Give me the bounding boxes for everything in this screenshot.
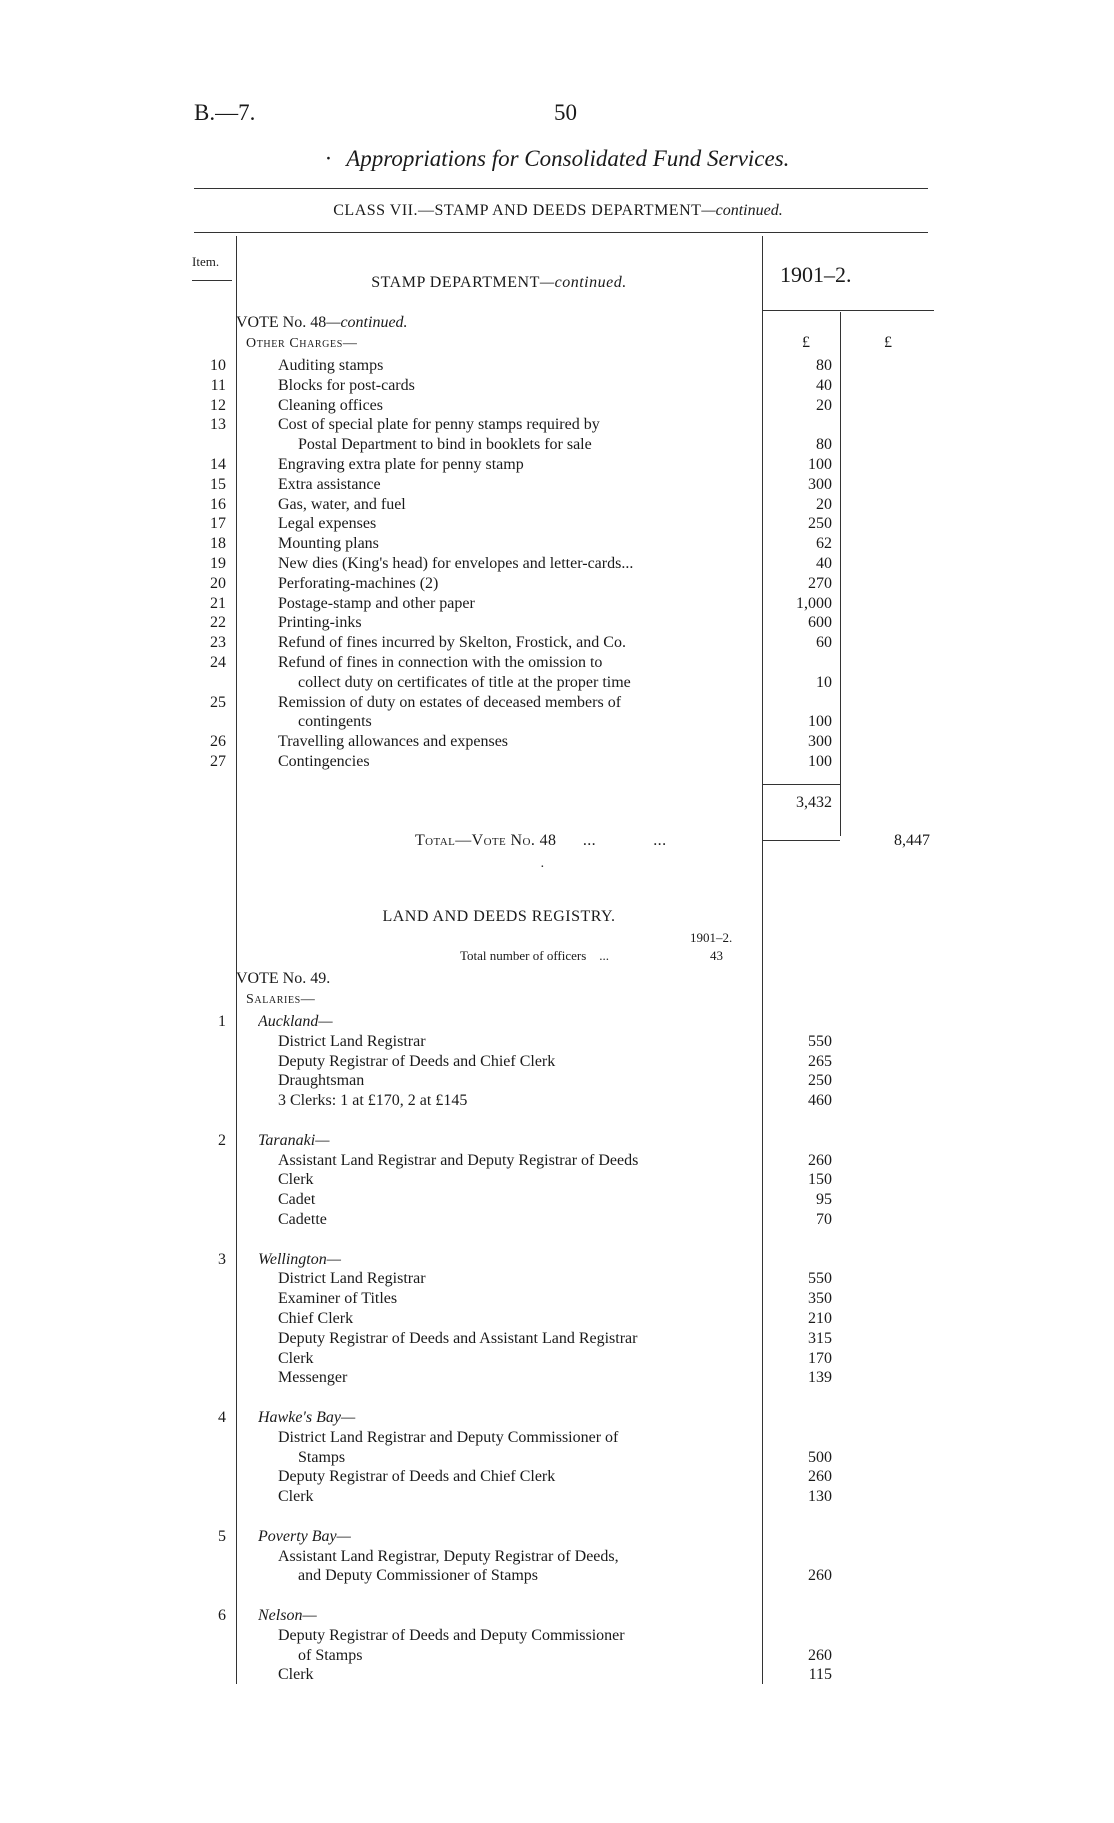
item-amount: 600: [808, 614, 832, 632]
item-description: Clerk: [278, 1171, 314, 1189]
subtotal-rule: [762, 784, 840, 785]
item-amount: 20: [816, 495, 832, 513]
item-description: Refund of fines in connection with the omission to: [278, 654, 603, 671]
vote-49-heading: VOTE No. 49.: [236, 970, 331, 987]
item-description: Deputy Registrar of Deeds and Chief Clerk: [278, 1052, 556, 1070]
stamp-charge-row: [0, 594, 1114, 614]
item-description: Assistant Land Registrar and Deputy Registrar of Deeds: [278, 1151, 639, 1169]
title-bullet: ·: [324, 146, 333, 171]
item-description: Cost of special plate for penny stamps required by: [278, 416, 600, 434]
item-amount: 80: [816, 436, 832, 454]
land-salary-row: [0, 1131, 1114, 1151]
land-salary-row: [0, 1665, 1114, 1685]
item-amount: 100: [808, 753, 832, 770]
item-amount: 550: [808, 1032, 832, 1050]
stamp-charge-row: [0, 435, 1114, 455]
stray-mark: ·: [540, 860, 545, 875]
land-salary-row: [0, 1151, 1114, 1171]
officers-year: 1901–2.: [690, 930, 733, 945]
item-amount: 500: [808, 1448, 832, 1466]
item-description: New dies (King's head) for envelopes and letter-cards...: [278, 555, 634, 572]
land-salary-row: [0, 1428, 1114, 1448]
district-heading: Nelson—: [258, 1607, 317, 1624]
stamp-section-text: STAMP DEPARTMENT: [371, 274, 540, 291]
item-description: and Deputy Commissioner of Stamps: [298, 1567, 538, 1585]
item-amount: 260: [808, 1646, 832, 1664]
stamp-charge-row: [0, 633, 1114, 653]
item-number: 14: [210, 456, 226, 473]
item-description: Gas, water, and fuel: [278, 495, 406, 513]
item-description: Legal expenses: [278, 515, 377, 533]
land-salary-row: [0, 1289, 1114, 1309]
officers-leader-dots: ...: [586, 948, 610, 963]
land-salary-row: [0, 1250, 1114, 1270]
stamp-charge-row: [0, 495, 1114, 515]
land-salary-row: [0, 1566, 1114, 1586]
land-salary-row: [0, 1032, 1114, 1052]
officers-count: 43: [710, 948, 723, 963]
item-column-header: Item.: [192, 254, 220, 269]
land-salary-row: [0, 1269, 1114, 1289]
stamp-charge-row: [0, 415, 1114, 435]
item-amount: 70: [816, 1211, 832, 1228]
item-number: 2: [218, 1131, 226, 1149]
stamp-charge-row: [0, 653, 1114, 673]
item-description: Remission of duty on estates of deceased members of: [278, 693, 622, 711]
officers-label-text: Total number of officers: [460, 948, 587, 963]
item-number: 4: [218, 1409, 226, 1426]
item-number: 11: [210, 376, 226, 394]
stamp-charge-row: [0, 554, 1114, 574]
item-number: 10: [210, 357, 226, 374]
land-salary-row: [0, 1329, 1114, 1349]
item-description: collect duty on certificates of title at the proper time: [298, 673, 631, 691]
item-number: 18: [210, 535, 226, 553]
item-description: of Stamps: [298, 1646, 363, 1664]
item-description: Auditing stamps: [278, 357, 384, 374]
item-amount: 210: [808, 1310, 832, 1327]
item-description: Clerk: [278, 1666, 314, 1684]
land-salary-row: [0, 1349, 1114, 1369]
item-description: Extra assistance: [278, 475, 381, 493]
item-amount: 270: [808, 574, 832, 592]
item-number: 22: [210, 614, 226, 632]
page-title: [0, 146, 1114, 172]
item-description: Deputy Registrar of Deeds and Assistant Land Registrar: [278, 1329, 638, 1347]
item-description: Postage-stamp and other paper: [278, 594, 475, 612]
item-amount: 150: [808, 1171, 832, 1189]
item-amount: 80: [816, 357, 832, 374]
stamp-section-heading: [236, 274, 762, 292]
vote-48-heading: [236, 314, 408, 332]
item-number: 23: [210, 634, 226, 652]
class-title-suffix: —continued.: [701, 202, 783, 219]
year-header: 1901–2.: [780, 262, 852, 287]
district-heading: Wellington—: [258, 1250, 341, 1268]
item-amount: 62: [816, 535, 832, 553]
land-salary-row: [0, 1547, 1114, 1567]
item-number: 24: [210, 654, 226, 671]
vote-48-total-label: [415, 832, 666, 850]
item-description: Travelling allowances and expenses: [278, 733, 509, 751]
item-number: 5: [218, 1527, 226, 1545]
item-amount: 550: [808, 1270, 832, 1288]
total-leader-dots: ... ...: [556, 832, 667, 849]
land-salary-row: [0, 1190, 1114, 1210]
stamp-charge-row: [0, 752, 1114, 772]
item-amount: 100: [808, 713, 832, 731]
item-amount: 315: [808, 1329, 832, 1347]
item-number: 13: [210, 416, 226, 434]
stamp-charge-row: [0, 732, 1114, 752]
land-salary-row: [0, 1487, 1114, 1507]
item-description: Deputy Registrar of Deeds and Chief Clerk: [278, 1468, 556, 1486]
stamp-charge-row: [0, 712, 1114, 732]
item-header-rule: [192, 280, 232, 281]
item-description: Messenger: [278, 1369, 348, 1387]
class-title: [194, 202, 922, 220]
item-amount: 260: [808, 1151, 832, 1169]
land-salary-row: [0, 1606, 1114, 1626]
land-salary-row: [0, 1626, 1114, 1646]
item-description: Engraving extra plate for penny stamp: [278, 456, 524, 473]
land-salary-row: [0, 1170, 1114, 1190]
land-salary-row: [0, 1309, 1114, 1329]
land-salary-row: [0, 1012, 1114, 1032]
item-number: 1: [218, 1013, 226, 1030]
item-description: Draughtsman: [278, 1072, 365, 1090]
item-description: Refund of fines incurred by Skelton, Frostick, and Co.: [278, 634, 626, 652]
district-heading: Auckland—: [258, 1013, 333, 1030]
document-reference: B.—7.: [194, 100, 256, 125]
item-amount: 100: [808, 456, 832, 473]
vote-48-total-text: Total—Vote No. 48: [415, 832, 557, 849]
title-rule: [194, 188, 928, 189]
land-salary-row: [0, 1467, 1114, 1487]
item-number: 21: [210, 594, 226, 612]
item-amount: 170: [808, 1349, 832, 1367]
stamp-charge-row: [0, 693, 1114, 713]
item-amount: 40: [816, 376, 832, 394]
item-description: District Land Registrar: [278, 1032, 426, 1050]
item-description: Perforating-machines (2): [278, 574, 439, 592]
item-amount: 300: [808, 733, 832, 751]
item-description: Mounting plans: [278, 535, 379, 553]
officers-label: [460, 948, 609, 964]
item-number: 3: [218, 1250, 226, 1268]
vote-48-suffix: —continued.: [326, 314, 408, 331]
item-description: contingents: [298, 713, 372, 731]
item-description: District Land Registrar and Deputy Commissioner of: [278, 1428, 619, 1446]
stamp-charge-row: [0, 613, 1114, 633]
stamp-charge-row: [0, 376, 1114, 396]
land-salary-row: [0, 1052, 1114, 1072]
item-number: 12: [210, 396, 226, 414]
stamp-charge-row: [0, 534, 1114, 554]
stamp-charge-row: [0, 356, 1114, 376]
item-description: Printing-inks: [278, 614, 362, 632]
item-description: Examiner of Titles: [278, 1290, 398, 1308]
class-title-text: CLASS VII.—STAMP AND DEEDS DEPARTMENT: [333, 202, 702, 219]
item-amount: 260: [808, 1567, 832, 1585]
stamp-charge-row: [0, 455, 1114, 475]
item-description: 3 Clerks: 1 at £170, 2 at £145: [278, 1092, 468, 1110]
item-amount: 1,000: [796, 594, 832, 612]
item-number: 19: [210, 555, 226, 572]
item-number: 6: [218, 1607, 226, 1624]
item-amount: 250: [808, 1072, 832, 1090]
vote-48-text: VOTE No. 48: [236, 314, 327, 331]
item-description: Postal Department to bind in booklets for sale: [298, 436, 592, 454]
item-description: Deputy Registrar of Deeds and Deputy Commissioner: [278, 1626, 625, 1644]
item-number: 27: [210, 753, 226, 770]
land-salary-row: [0, 1368, 1114, 1388]
district-heading: Hawke's Bay—: [258, 1409, 356, 1426]
item-description: District Land Registrar: [278, 1270, 426, 1288]
page-number: 50: [554, 100, 577, 125]
vote-48-total-value: 8,447: [894, 832, 930, 849]
total-rule: [762, 840, 840, 841]
page-title-text: Appropriations for Consolidated Fund Services.: [346, 146, 790, 171]
district-heading: Taranaki—: [258, 1131, 330, 1149]
item-amount: 300: [808, 475, 832, 493]
item-amount: 130: [808, 1488, 832, 1506]
item-description: Cadette: [278, 1211, 327, 1228]
other-charges-heading: Other Charges—: [246, 336, 358, 351]
land-section-heading: LAND AND DEEDS REGISTRY.: [382, 908, 616, 925]
item-number: 16: [210, 495, 226, 513]
item-description: Assistant Land Registrar, Deputy Registrar of Deeds,: [278, 1547, 619, 1565]
salaries-heading: Salaries—: [246, 992, 316, 1007]
stamp-charge-row: [0, 673, 1114, 693]
stamp-subtotal: 3,432: [796, 794, 832, 811]
land-salary-row: [0, 1527, 1114, 1547]
land-salary-row: [0, 1210, 1114, 1230]
item-description: Cadet: [278, 1191, 316, 1209]
pound-sign-sub: £: [802, 334, 810, 351]
land-salary-row: [0, 1091, 1114, 1111]
land-salary-row: [0, 1071, 1114, 1091]
item-amount: 265: [808, 1052, 832, 1070]
land-salary-row: [0, 1448, 1114, 1468]
stamp-charge-row: [0, 514, 1114, 534]
item-number: 20: [210, 574, 226, 592]
item-amount: 10: [816, 673, 832, 691]
class-rule: [194, 232, 928, 233]
stamp-charge-row: [0, 475, 1114, 495]
item-amount: 60: [816, 634, 832, 652]
item-description: Blocks for post-cards: [278, 376, 415, 394]
item-amount: 20: [816, 396, 832, 414]
land-salary-row: [0, 1646, 1114, 1666]
item-amount: 139: [808, 1369, 832, 1387]
item-description: Clerk: [278, 1488, 314, 1506]
item-description: Stamps: [298, 1448, 346, 1466]
item-description: Chief Clerk: [278, 1310, 354, 1327]
item-description: Clerk: [278, 1349, 314, 1367]
item-amount: 350: [808, 1290, 832, 1308]
item-description: Contingencies: [278, 753, 370, 770]
item-amount: 260: [808, 1468, 832, 1486]
item-amount: 95: [816, 1191, 832, 1209]
land-salary-row: [0, 1408, 1114, 1428]
pound-sign-total: £: [884, 334, 892, 351]
year-rule: [762, 310, 934, 311]
item-amount: 250: [808, 515, 832, 533]
item-number: 17: [210, 515, 226, 533]
stamp-charge-row: [0, 574, 1114, 594]
item-amount: 40: [816, 555, 832, 572]
item-number: 26: [210, 733, 226, 751]
stamp-charge-row: [0, 396, 1114, 416]
item-number: 15: [210, 475, 226, 493]
item-number: 25: [210, 693, 226, 711]
stamp-section-suffix: —continued.: [539, 274, 627, 291]
item-amount: 460: [808, 1092, 832, 1110]
item-amount: 115: [808, 1666, 832, 1684]
district-heading: Poverty Bay—: [258, 1527, 351, 1545]
item-description: Cleaning offices: [278, 396, 384, 414]
